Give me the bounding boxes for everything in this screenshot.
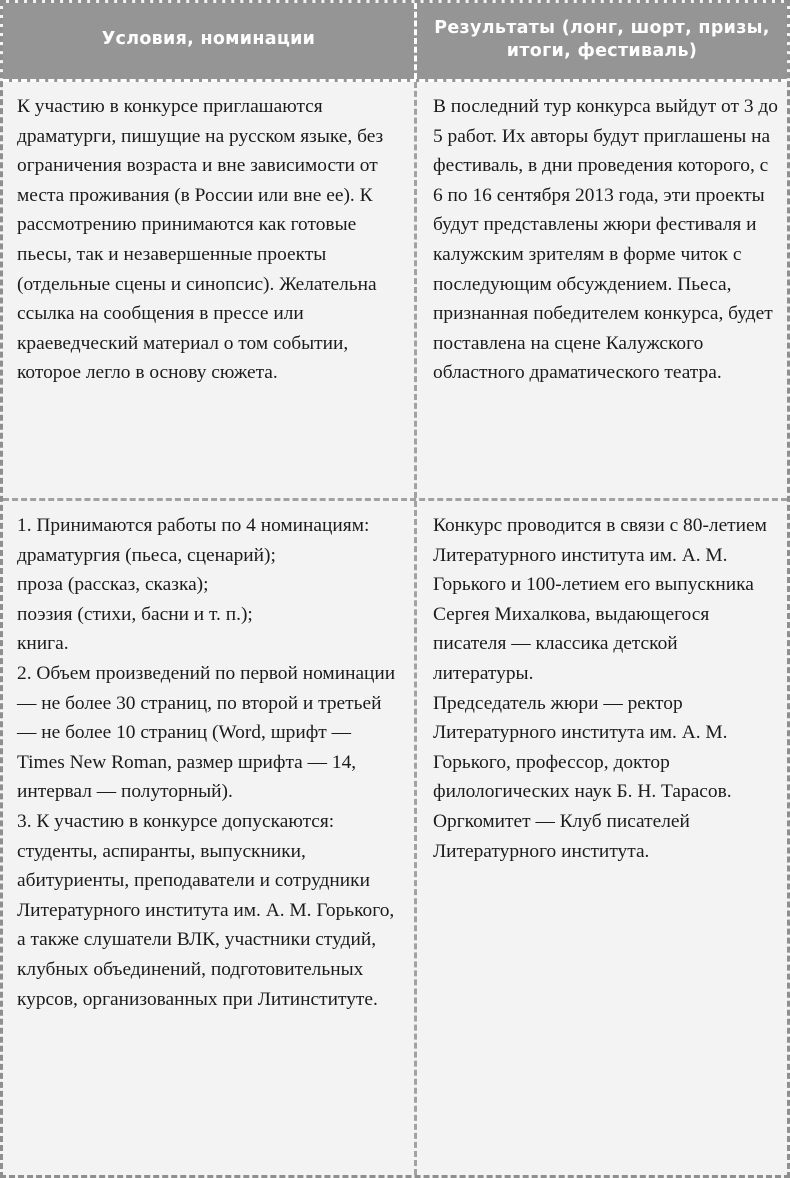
cell-results-row2	[417, 501, 787, 1175]
column-header-results: Результаты (лонг, шорт, призы, итоги, фестиваль)	[434, 17, 770, 61]
cell-paragraph: Оргкомитет — Клуб писателей Литературного института.	[433, 810, 690, 862]
cell-paragraph: книга.	[17, 633, 69, 655]
cell-paragraph: Председатель жюри — ректор Литературного института им. А. М. Горького, профессор, доктор филологических наук Б. Н. Тарасов.	[433, 692, 732, 803]
cell-paragraph: 1. Принимаются работы по 4 номинациям:	[17, 515, 370, 536]
table-body	[3, 82, 787, 1175]
cell-conditions-row1	[3, 82, 417, 498]
cell-paragraph: К участию в конкурсе приглашаются драматурги, пишущие на русском языке, без ограничения возраста и вне зависимости от места проживания (в России или вне ее). К рассмотрению принимаются как готовые пьесы, так и незавершенные проекты (отдельные сцены и синопсис). Желательна ссылка на сообщения в прессе или краеведческий материал о том событии, которое легло в основу сюжета.	[17, 96, 384, 384]
cell-conditions-row2	[3, 501, 417, 1175]
column-header-conditions: Условия, номинации	[3, 3, 417, 79]
cell-results-row1	[417, 82, 787, 498]
cell-paragraph: проза (рассказ, сказка);	[17, 574, 209, 596]
table-header-row	[3, 3, 787, 82]
cell-paragraph: 3. К участию в конкурсе допускаются: студенты, аспиранты, выпускники, абитуриенты, преподаватели и сотрудники Литературного института им. А. М. Горького, а также слушатели ВЛК, участники студий, клубных объединений, подготовительных курсов, организованных при Литинституте.	[17, 810, 395, 1010]
cell-paragraph: драматургия (пьеса, сценарий);	[17, 544, 276, 566]
cell-paragraph: поэзия (стихи, басни и т. п.);	[17, 603, 253, 625]
cell-paragraph: Конкурс проводится в связи с 80-летием Литературного института им. А. М. Горького и 100-летием его выпускника Сергея Михалкова, выдающегося писателя — классика детской литературы.	[433, 515, 767, 684]
cell-paragraph: В последний тур конкурса выйдут от 3 до 5 работ. Их авторы будут приглашены на фестиваль, в дни проведения которого, с 6 по 16 сентября 2013 года, эти проекты будут представлены жюри фестиваля и калужским зрителям в форме читок с последующим обсуждением. Пьеса, признанная победителем конкурса, будет поставлена на сцене Калужского областного драматического театра.	[433, 96, 778, 384]
table-row	[3, 501, 787, 1175]
cell-paragraph: 2. Объем произведений по первой номинации — не более 30 страниц, по второй и третьей — не более 10 страниц (Word, шрифт — Times New Roman, размер шрифта — 14, интервал — полуторный).	[17, 662, 396, 803]
table-row	[3, 82, 787, 501]
